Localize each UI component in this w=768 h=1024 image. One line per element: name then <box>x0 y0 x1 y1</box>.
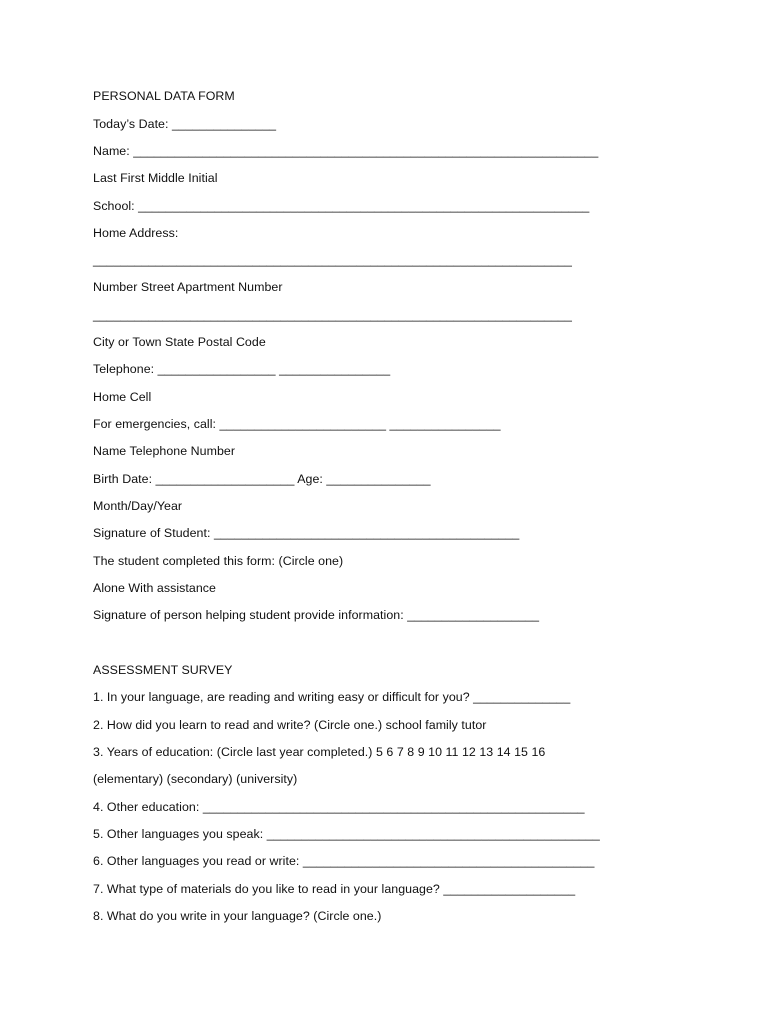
emergency-field: For emergencies, call: ________________________ ________________ <box>93 417 501 431</box>
todays-date-field: Today’s Date: _______________ <box>93 117 277 131</box>
telephone-hint: Home Cell <box>93 390 152 404</box>
name-hint: Last First Middle Initial <box>93 171 218 185</box>
address-line-1: _____________________________________________________________________ <box>93 253 572 267</box>
helper-signature-field: Signature of person helping student provide information: ___________________ <box>93 608 540 622</box>
birth-date-hint: Month/Day/Year <box>93 499 183 513</box>
survey-question-5: 5. Other languages you speak: ________________________________________________ <box>93 827 600 841</box>
survey-question-7: 7. What type of materials do you like to read in your language? ___________________ <box>93 882 576 896</box>
completed-form-question: The student completed this form: (Circle one) <box>93 554 344 568</box>
student-signature-field: Signature of Student: ____________________________________________ <box>93 526 520 540</box>
survey-question-6: 6. Other languages you read or write: __________________________________________ <box>93 854 595 868</box>
telephone-field: Telephone: _________________ ________________ <box>93 362 391 376</box>
address-hint-2: City or Town State Postal Code <box>93 335 266 349</box>
survey-title: ASSESSMENT SURVEY <box>93 663 233 677</box>
address-hint-1: Number Street Apartment Number <box>93 280 283 294</box>
completed-form-options: Alone With assistance <box>93 581 216 595</box>
survey-question-3: 3. Years of education: (Circle last year completed.) 5 6 7 8 9 10 11 12 13 14 15 16 <box>93 745 546 759</box>
survey-question-1: 1. In your language, are reading and writing easy or difficult for you? ______________ <box>93 690 571 704</box>
survey-question-4: 4. Other education: _______________________________________________________ <box>93 800 585 814</box>
form-title: PERSONAL DATA FORM <box>93 89 235 103</box>
school-field: School: _________________________________________________________________ <box>93 199 590 213</box>
name-field: Name: ___________________________________________________________________ <box>93 144 599 158</box>
emergency-hint: Name Telephone Number <box>93 444 236 458</box>
home-address-label: Home Address: <box>93 226 179 240</box>
survey-question-2: 2. How did you learn to read and write? (Circle one.) school family tutor <box>93 718 487 732</box>
survey-question-8: 8. What do you write in your language? (Circle one.) <box>93 909 382 923</box>
survey-question-3-levels: (elementary) (secondary) (university) <box>93 772 298 786</box>
birth-date-field: Birth Date: ____________________ Age: _______________ <box>93 472 431 486</box>
address-line-2: _____________________________________________________________________ <box>93 308 572 322</box>
